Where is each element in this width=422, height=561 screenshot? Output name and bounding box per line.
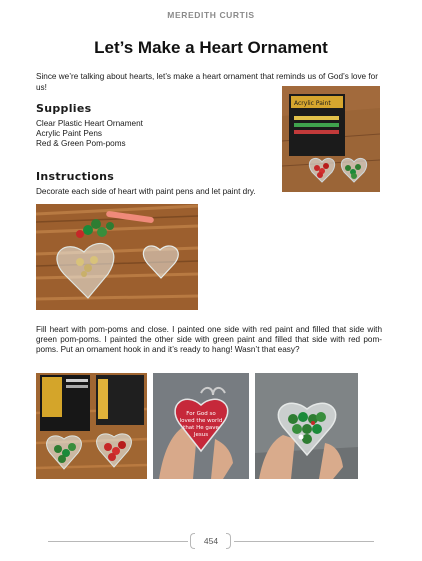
intro-paragraph: Since we’re talking about hearts, let’s make a heart ornament that reminds us of God’s love for us! (36, 72, 378, 92)
page-title: Let’s Make a Heart Ornament (94, 38, 328, 57)
footer-rule-left (48, 541, 188, 542)
ornament-message-photo (153, 373, 249, 479)
instruction-step-1: Decorate each side of heart with paint pens and let paint dry. (36, 187, 256, 196)
green-ornament-photo (255, 373, 358, 479)
supplies-heading: Supplies (36, 102, 92, 115)
running-header: MEREDITH CURTIS (167, 10, 255, 20)
supplies-photo (282, 86, 380, 192)
instructions-heading: Instructions (36, 170, 115, 183)
finished-hearts-photo (36, 373, 147, 479)
footer-rule-right (234, 541, 374, 542)
svg-text:Jesus: Jesus (193, 432, 209, 438)
supplies-list (36, 119, 266, 149)
supply-item: Red & Green Pom-poms (36, 139, 126, 148)
paint-box-label: Acrylic Paint (294, 100, 331, 107)
page-number: 454 (203, 536, 219, 546)
painted-hearts-photo (36, 204, 198, 310)
svg-text:that He gave: that He gave (183, 425, 219, 431)
svg-text:loved the world: loved the world (179, 418, 223, 424)
supply-item: Acrylic Paint Pens (36, 129, 102, 138)
svg-text:For God so: For God so (186, 411, 216, 417)
instruction-step-2: Fill heart with pom-poms and close. I painted one side with red paint and filled that side with green pom-poms. I painted the other side with green paint and filled that side with red pom-poms. Put an ornament hook in and it’s ready to hang! Wasn’t that easy? (36, 325, 382, 354)
supply-item: Clear Plastic Heart Ornament (36, 119, 143, 128)
